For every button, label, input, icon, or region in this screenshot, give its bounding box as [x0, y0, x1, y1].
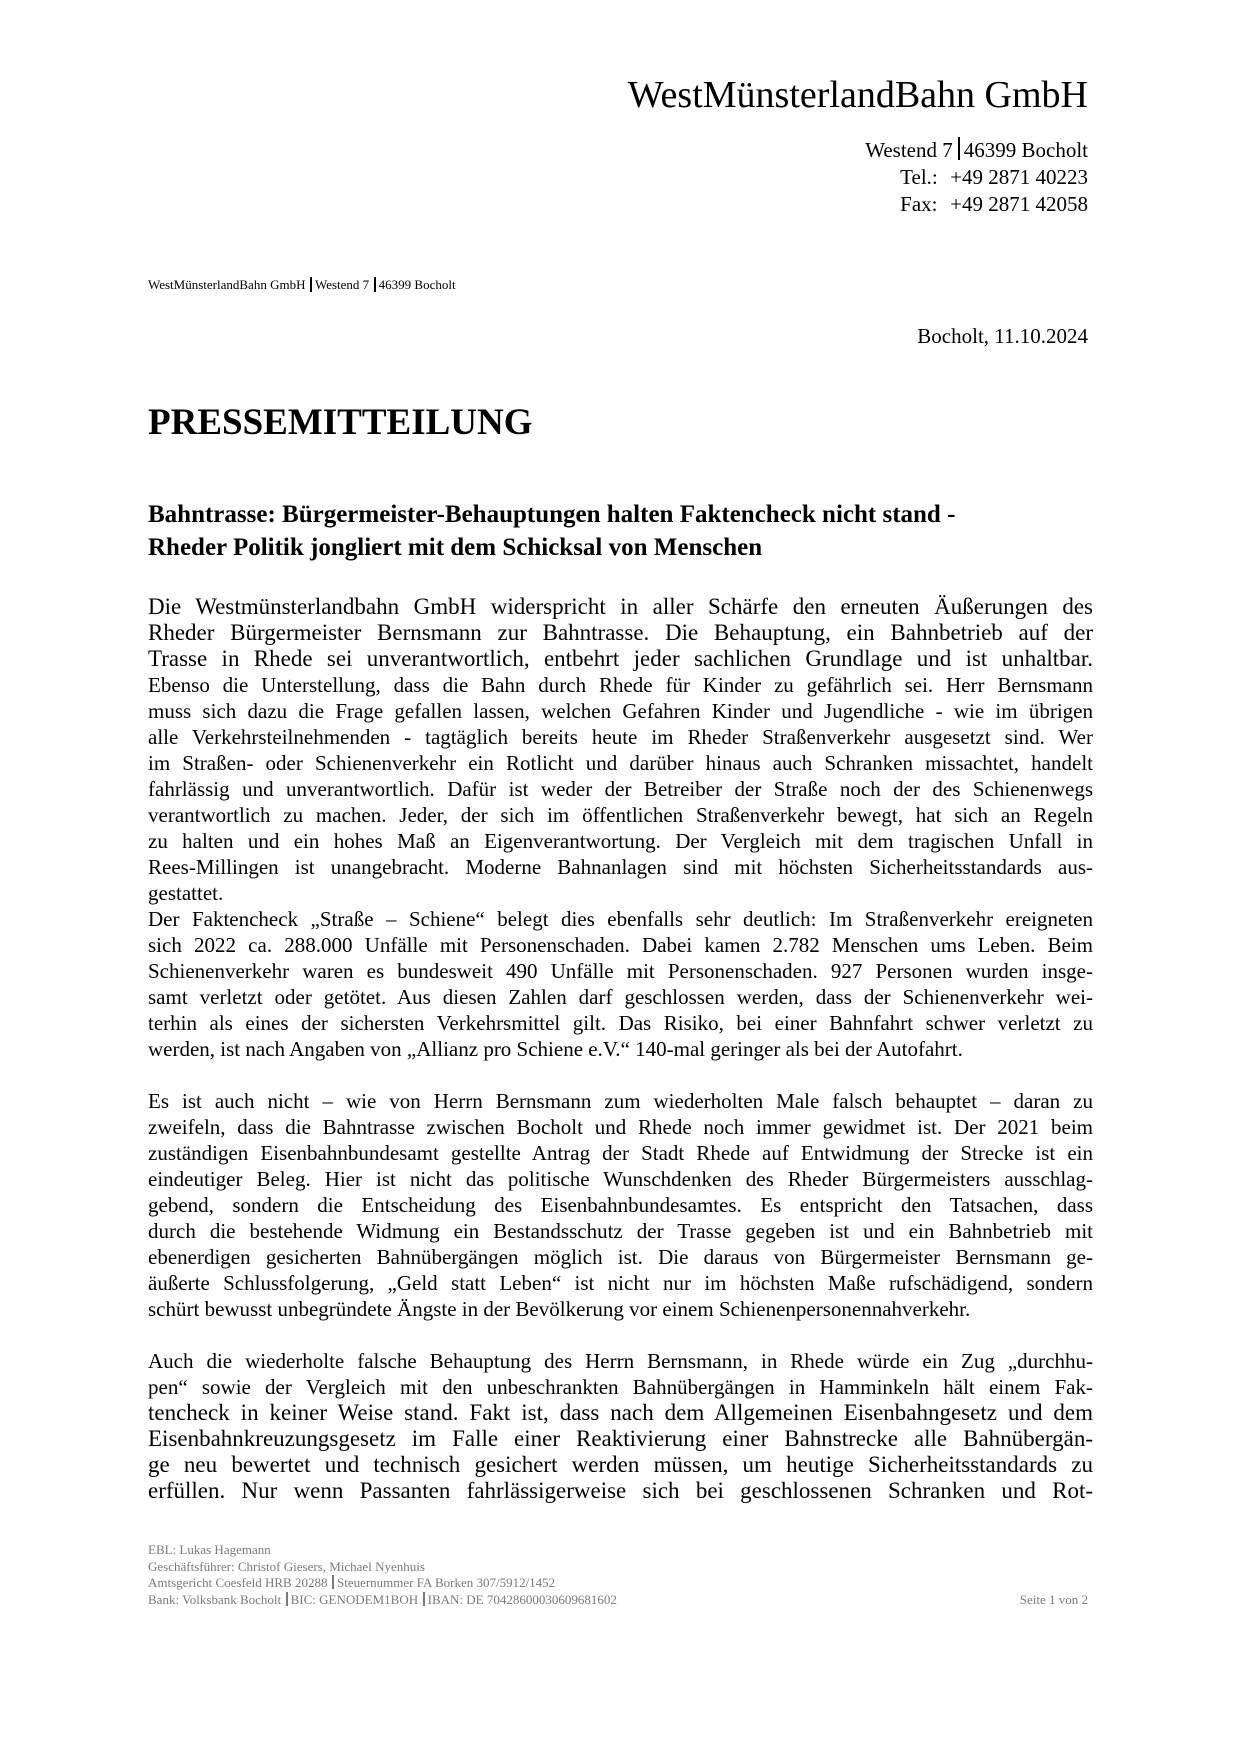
footer-bank — [148, 1592, 617, 1609]
body-line: äußerte Schlussfolgerung, „Geld statt Leben“ ist nicht nur im höchsten Maße rufschädigend, sondern — [148, 1271, 1093, 1295]
body-line: Es ist auch nicht – wie von Herrn Bernsmann zum wiederholten Male falsch behauptet – daran zu — [148, 1089, 1093, 1113]
paragraph-gap — [148, 1062, 1093, 1088]
body-line: schürt bewusst unbegründete Ängste in der Bevölkerung vor einem Schienenpersonennahverkehr. — [148, 1297, 971, 1321]
address-line — [760, 137, 1088, 164]
sender-company: WestMünsterlandBahn GmbH — [148, 277, 306, 292]
body-line: Eisenbahnkreuzungsgesetz im Falle einer Reaktivierung einer Bahnstrecke alle Bahnübergän- — [148, 1426, 1093, 1451]
body-line: Ebenso die Unterstellung, dass die Bahn durch Rhede für Kinder zu gefährlich sei. Herr Bernsmann — [148, 673, 1093, 697]
city: 46399 Bocholt — [963, 138, 1088, 162]
separator — [423, 1592, 425, 1606]
body-line: fahrlässig und unverantwortlich. Dafür ist weder der Betreiber der Straße noch der des Schienenwegs — [148, 777, 1093, 801]
document-title: PRESSEMITTEILUNG — [148, 402, 533, 443]
body-line: verantwortlich zu machen. Jeder, der sich im öffentlichen Straßenverkehr bewegt, hat sich an Regeln — [148, 803, 1093, 827]
body-line: alle Verkehrsteilnehmenden - tagtäglich bereits heute im Rheder Straßenverkehr ausgesetzt sind. Wer — [148, 725, 1093, 749]
headline-line: Rheder Politik jongliert mit dem Schicksal von Menschen — [148, 534, 763, 561]
fax-label: Fax: — [900, 192, 938, 216]
footer-bank-name: Bank: Volksbank Bocholt — [148, 1591, 282, 1607]
body-line: im Straßen- oder Schienenverkehr ein Rotlicht und darüber hinaus auch Schranken missachtet, handelt — [148, 751, 1093, 775]
street: Westend 7 — [865, 138, 953, 162]
fax-line — [760, 191, 1088, 218]
body-line: gebend, sondern die Entscheidung des Eisenbahnbundesamtes. Es entspricht den Tatsachen, dass — [148, 1193, 1093, 1217]
paragraph-gap — [148, 1322, 1093, 1348]
body-line: muss sich dazu die Frage gefallen lassen, welchen Gefahren Kinder und Jugendliche - wie im übrigen — [148, 699, 1093, 723]
footer-court: Amtsgericht Coesfeld HRB 20288 — [148, 1575, 328, 1590]
sender-street: Westend 7 — [314, 277, 370, 292]
fax-number: +49 2871 42058 — [950, 192, 1088, 216]
body-line: ge neu bewertet und technisch gesichert werden müssen, um heutige Sicherheitsstandards zu — [148, 1452, 1093, 1477]
body-line: erfüllen. Nur wenn Passanten fahrlässigerweise sich bei geschlossenen Schranken und Rot- — [148, 1478, 1093, 1503]
body-line: terhin als eines der sichersten Verkehrsmittel gilt. Das Risiko, bei einer Bahnfahrt schwer verletzt zu — [148, 1011, 1093, 1035]
body-line: pen“ sowie der Vergleich mit den unbeschrankten Bahnübergängen in Hamminkeln hält einem Fak- — [148, 1375, 1093, 1399]
body-line: Auch die wiederholte falsche Behauptung des Herrn Bernsmann, in Rhede würde ein Zug „durchhu- — [148, 1349, 1093, 1373]
separator — [310, 277, 312, 292]
body-line: zweifeln, dass die Bahntrasse zwischen Bocholt und Rhede noch immer gewidmet ist. Der 2021 beim — [148, 1115, 1093, 1139]
body-line: Die Westmünsterlandbahn GmbH widerspricht in aller Schärfe den erneuten Äußerungen des — [148, 594, 1093, 619]
body-line: sich 2022 ca. 288.000 Unfälle mit Personenschaden. Dabei kamen 2.782 Menschen ums Leben. Beim — [148, 933, 1093, 957]
body-line: Rees-Millingen ist unangebracht. Moderne Bahnanlagen sind mit höchsten Sicherheitsstandards aus- — [148, 855, 1093, 879]
footer-bic: BIC: GENODEM1BOH — [290, 1591, 419, 1607]
separator — [958, 137, 960, 160]
body-line: Schienenverkehr waren es bundesweit 490 Unfälle mit Personenschaden. 927 Personen wurden insge- — [148, 959, 1093, 983]
sender-city: 46399 Bocholt — [378, 277, 456, 292]
body-line: ebenerdigen gesicherten Bahnübergängen möglich ist. Die daraus von Bürgermeister Bernsmann ge- — [148, 1245, 1093, 1269]
body-line: tencheck in keiner Weise stand. Fakt ist, dass nach dem Allgemeinen Eisenbahngesetz und dem — [148, 1400, 1093, 1425]
footer-managers: Geschäftsführer: Christof Giesers, Michael Nyenhuis — [148, 1558, 425, 1574]
body-line: gestattet. — [148, 881, 224, 905]
headline-line: Bahntrasse: Bürgermeister-Behauptungen halten Faktencheck nicht stand - — [148, 501, 956, 528]
footer-register — [148, 1575, 617, 1592]
tel-number: +49 2871 40223 — [950, 165, 1088, 189]
letterhead-address — [760, 137, 1088, 218]
body-text — [148, 594, 1093, 1504]
footer — [148, 1542, 617, 1608]
body-line: eindeutiger Beleg. Hier ist nicht das politische Wunschdenken des Rheder Bürgermeisters ausschlag- — [148, 1167, 1093, 1191]
separator — [374, 277, 376, 292]
footer-ebl: EBL: Lukas Hagemann — [148, 1542, 271, 1557]
body-line: zuständigen Eisenbahnbundesamt gestellte Antrag der Stadt Rhede auf Entwidmung der Strecke ist ein — [148, 1141, 1093, 1165]
footer-tax: Steuernummer FA Borken 307/5912/1452 — [336, 1575, 556, 1590]
footer-iban: IBAN: DE 70428600030609681602 — [427, 1591, 617, 1607]
body-line: Rheder Bürgermeister Bernsmann zur Bahntrasse. Die Behauptung, ein Bahnbetrieb auf der — [148, 620, 1093, 645]
company-name: WestMünsterlandBahn GmbH — [627, 74, 1088, 116]
body-line: Trasse in Rhede sei unverantwortlich, entbehrt jeder sachlichen Grundlage und ist unhaltbar. — [148, 646, 1093, 671]
body-line: durch die bestehende Widmung ein Bestandsschutz der Trasse gegeben ist und ein Bahnbetrieb mit — [148, 1219, 1093, 1243]
separator — [332, 1575, 334, 1589]
sender-line — [148, 277, 456, 293]
phone-line — [760, 164, 1088, 191]
tel-label: Tel.: — [900, 165, 938, 189]
body-line: werden, ist nach Angaben von „Allianz pro Schiene e.V.“ 140-mal geringer als bei der Autofahrt. — [148, 1037, 963, 1061]
letter-date: Bocholt, 11.10.2024 — [917, 324, 1088, 348]
page-number: Seite 1 von 2 — [1019, 1592, 1088, 1607]
press-headline — [148, 498, 1093, 564]
body-line: Der Faktencheck „Straße – Schiene“ belegt dies ebenfalls sehr deutlich: Im Straßenverkehr ereigneten — [148, 907, 1093, 931]
body-line: samt verletzt oder getötet. Aus diesen Zahlen darf geschlossen werden, dass der Schienenverkehr wei- — [148, 985, 1093, 1009]
body-line: zu halten und ein hohes Maß an Eigenverantwortung. Der Vergleich mit dem tragischen Unfall in — [148, 829, 1093, 853]
separator — [286, 1592, 288, 1606]
